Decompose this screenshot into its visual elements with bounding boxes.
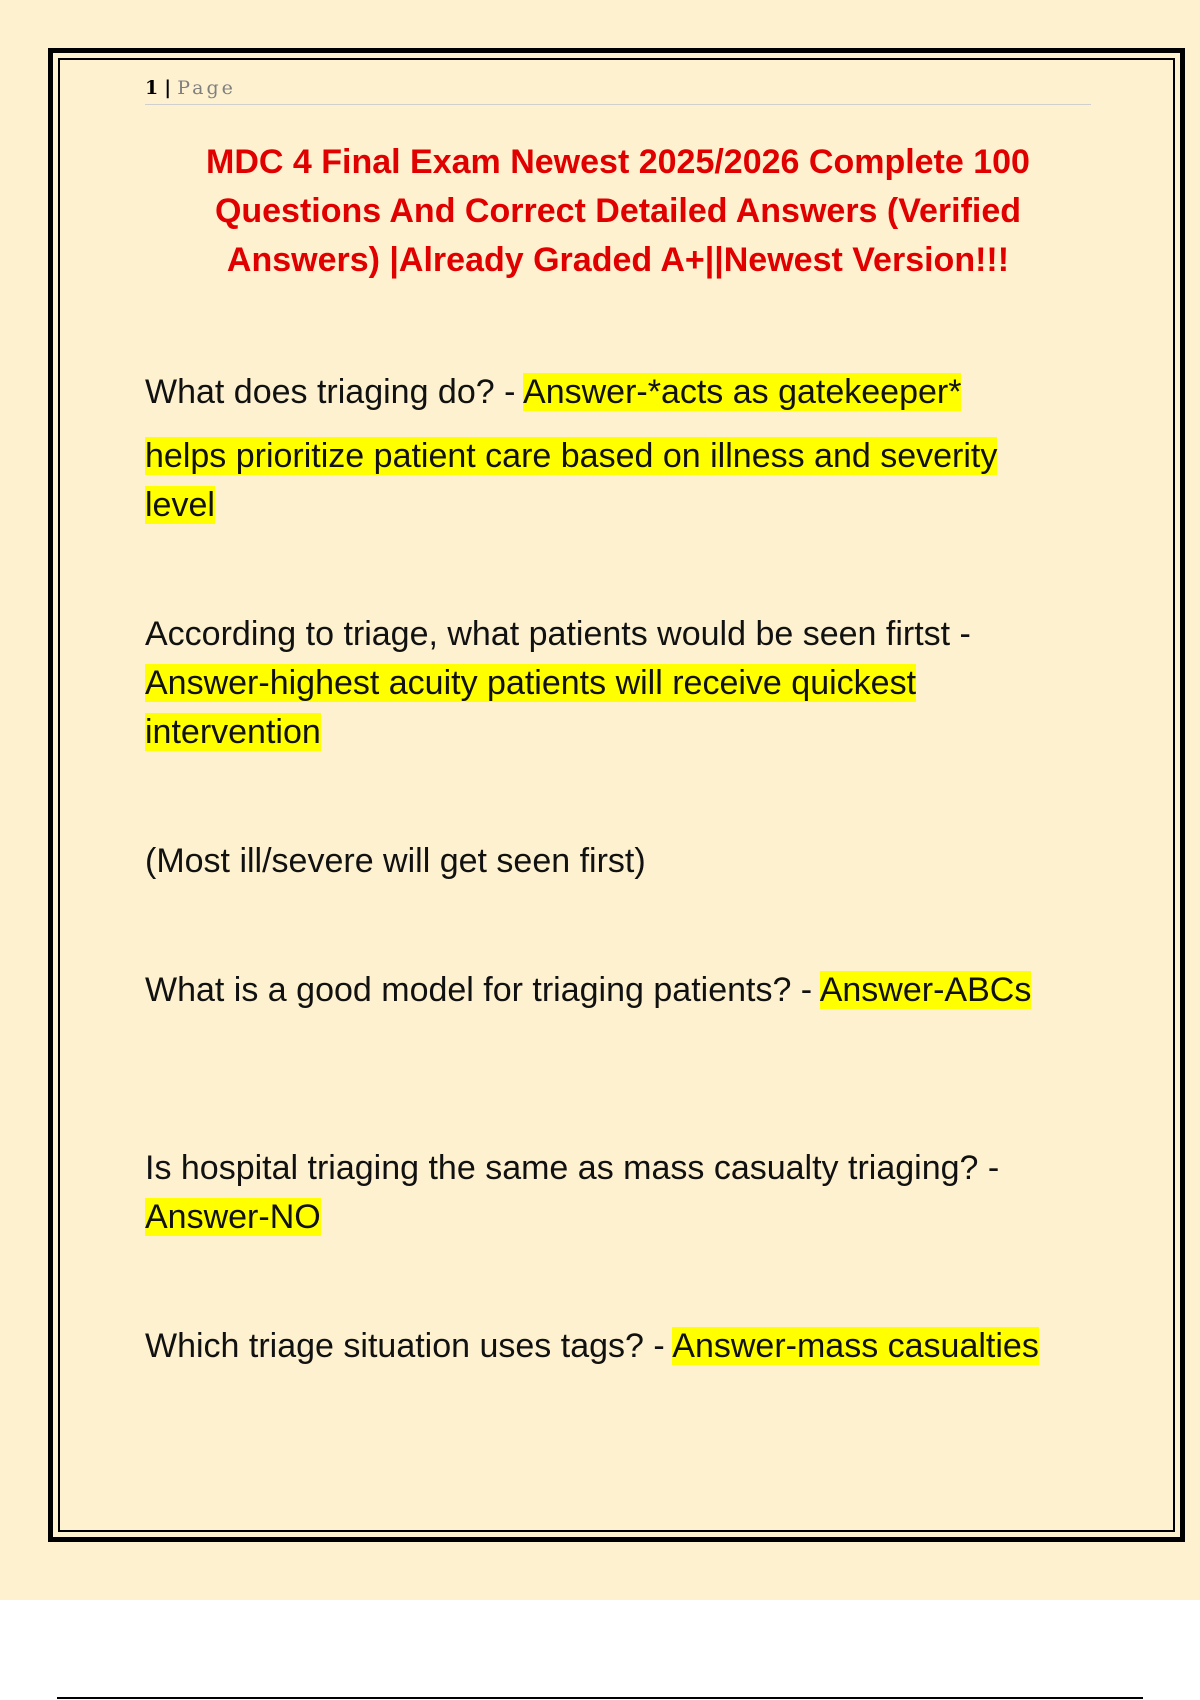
question-text: Which triage situation uses tags? - xyxy=(145,1327,673,1365)
document-title: MDC 4 Final Exam Newest 2025/2026 Complete 100 Questions And Correct Detailed Answers (Verified Answers) |Already Graded A+||Newest Version!!! xyxy=(206,143,1030,279)
question-text: According to triage, what patients would be seen firtst - xyxy=(145,615,971,653)
answer-extra-wrapper xyxy=(145,432,1075,530)
answer-text: Answer-ABCs xyxy=(819,971,1032,1009)
qa-item xyxy=(145,1144,1075,1242)
qa-item xyxy=(145,966,1075,1015)
question-text: What is a good model for triaging patients? - xyxy=(145,971,820,1009)
page-separator: | xyxy=(164,77,172,99)
answer-text: Answer-highest acuity patients will receive quickest intervention xyxy=(145,664,917,751)
question-text: Is hospital triaging the same as mass casualty triaging? - xyxy=(145,1149,1000,1187)
page-number: 1 xyxy=(145,77,159,99)
answer-text: Answer-NO xyxy=(145,1198,321,1236)
next-page-border xyxy=(57,1697,1143,1699)
question-text: What does triaging do? - xyxy=(145,373,524,411)
qa-item xyxy=(145,610,1075,757)
note-text: (Most ill/severe will get seen first) xyxy=(145,842,646,880)
page-header xyxy=(145,74,1091,105)
qa-item xyxy=(145,368,1075,530)
qa-item xyxy=(145,1322,1075,1371)
answer-text: Answer-*acts as gatekeeper* xyxy=(523,373,962,411)
answer-text: Answer-mass casualties xyxy=(672,1327,1039,1365)
page-label: Page xyxy=(177,77,236,99)
answer-extra-text: helps prioritize patient care based on illness and severity level xyxy=(145,437,998,524)
